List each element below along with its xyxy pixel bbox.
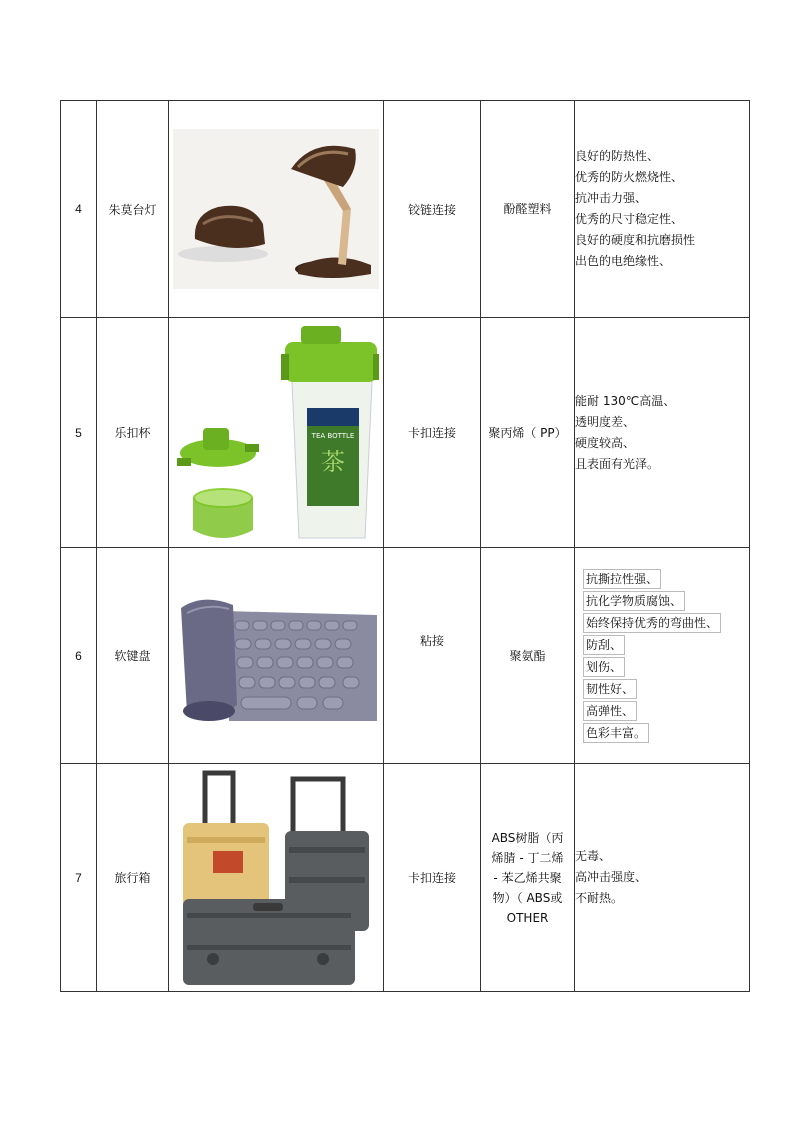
property-item: 色彩丰富。 [583,723,649,743]
table-row [61,318,750,548]
material-line: - 苯乙烯共聚 [493,870,562,885]
property-item: 抗撕拉性强、 [583,569,661,589]
properties-cell [575,318,750,548]
property-item: 出色的电绝缘性、 [575,254,672,268]
property-item: 透明度差、 [575,414,636,429]
properties-cell [575,101,750,318]
bottle-label: TEA BOTTLE [311,431,355,440]
table-row [61,764,750,992]
product-name: 旅行箱 [97,764,169,992]
property-item: 优秀的尺寸稳定性、 [575,212,684,226]
row-number: 5 [61,318,97,548]
material-line: 烯腈 - 丁二烯 [491,850,564,865]
product-name: 软键盘 [97,548,169,764]
property-item: 划伤、 [583,657,625,677]
material [481,764,575,992]
material: 聚氨酯 [481,548,575,764]
property-item: 优秀的防火燃烧性、 [575,170,684,184]
property-item: 良好的防热性、 [575,149,660,163]
material: 聚丙烯（ PP） [481,318,575,548]
row-number: 6 [61,548,97,764]
joining-method: 铰链连接 [384,101,481,318]
property-item: 能耐 130℃高温、 [575,393,676,408]
properties-cell [575,548,750,764]
property-item: 抗化学物质腐蚀、 [583,591,685,611]
material-line: 物）（ ABS或 [492,890,563,905]
table-row [61,548,750,764]
lamp-photo [173,129,379,289]
bottle-char: 茶 [321,447,345,476]
property-item: 无毒、 [575,849,612,863]
table-row [61,101,750,318]
property-item: 抗冲击力强、 [575,191,648,205]
product-name: 朱莫台灯 [97,101,169,318]
product-image-cell [169,548,384,764]
material-line: ABS树脂（丙 [491,830,564,845]
joining-method: 卡扣连接 [384,318,481,548]
materials-table [60,100,750,992]
joining-method: 卡扣连接 [384,764,481,992]
product-image-cell [169,101,384,318]
product-image-cell [169,764,384,992]
keyboard-photo [173,583,379,728]
property-item: 韧性好、 [583,679,637,699]
material-line: OTHER [506,910,549,925]
row-number: 4 [61,101,97,318]
property-item: 硬度较高、 [575,435,636,450]
property-item: 良好的硬度和抗磨损性 [575,233,696,247]
property-item: 高冲击强度、 [575,870,648,884]
property-item: 高弹性、 [583,701,637,721]
cup-photo [173,320,379,546]
product-name: 乐扣杯 [97,318,169,548]
property-item: 防刮、 [583,635,625,655]
product-image-cell [169,318,384,548]
suitcase-photo [173,767,379,989]
property-item: 始终保持优秀的弯曲性、 [583,613,721,633]
property-item: 且表面有光泽。 [575,456,660,471]
properties-cell [575,764,750,992]
joining-method: 粘接 [384,548,481,764]
property-item: 不耐热。 [575,891,624,905]
row-number: 7 [61,764,97,992]
material: 酚醛塑料 [481,101,575,318]
